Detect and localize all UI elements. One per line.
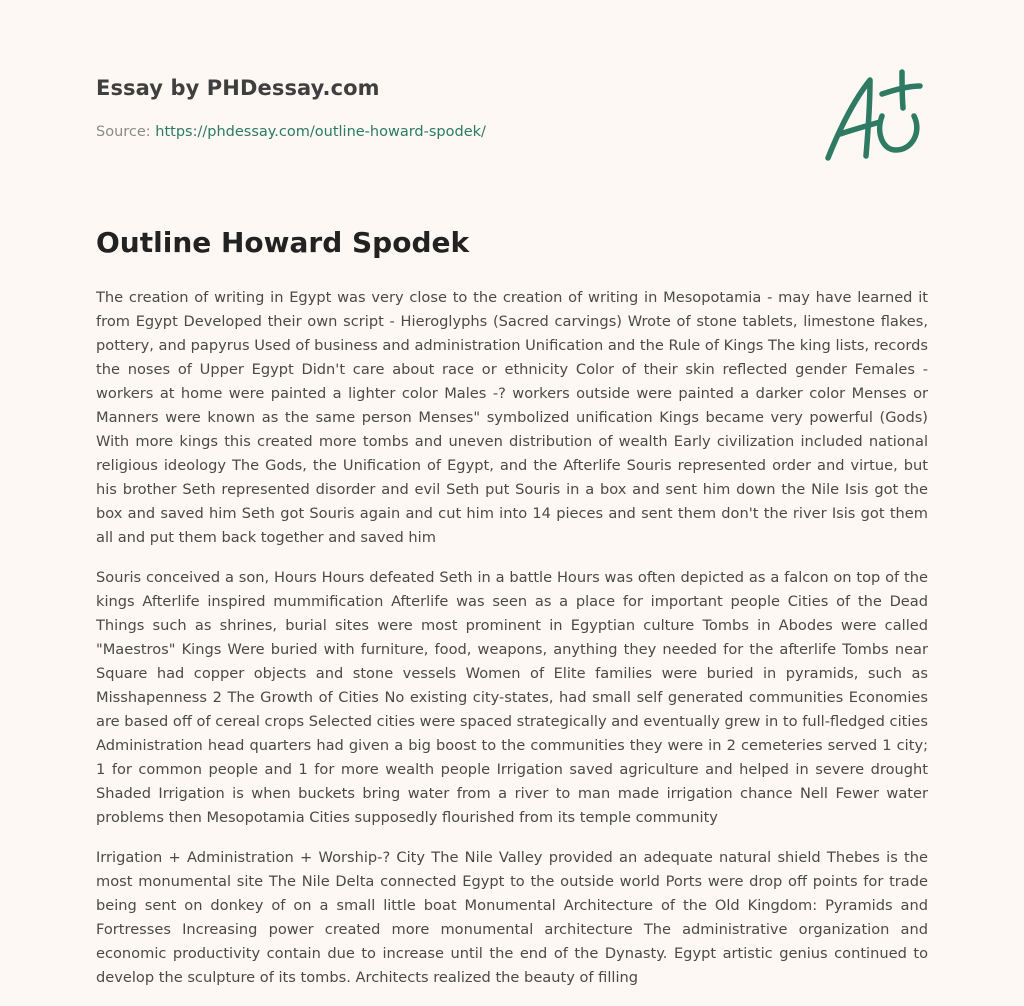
source-label: Source: xyxy=(96,124,156,140)
article-paragraph: Irrigation + Administration + Worship-? City The Nile Valley provided an adequate natural shield Thebes is the most monumental site The Nile Delta connected Egypt to the outside world Ports were drop off points for trade being sent on donkey of on a small little boat Monumental Architecture of the Old Kingdom: Pyramids and Fortresses Increasing power created more monumental architecture The administrative organization and economic productivity contain due to increase until the end of the Dynasty. Egypt artistic genius continued to develop the sculpture of its tombs. Architects realized the beauty of filling xyxy=(96,849,928,986)
article-body xyxy=(96,286,928,1006)
article-paragraph: Souris conceived a son, Hours Hours defeated Seth in a battle Hours was often depicted as a falcon on top of the kings Afterlife inspired mummification Afterlife was seen as a place for important people Cities of the Dead Things such as shrines, burial sites were most prominent in Egyptian culture Tombs in Abodes were called "Maestros" Kings Were buried with furniture, food, weapons, anything they needed for the afterlife Tombs near Square had copper objects and stone vessels Women of Elite families were buried in pyramids, such as Misshapenness 2 The Growth of Cities No existing city-states, had small self generated communities Economies are based off of cereal crops Selected cities were spaced strategically and eventually grew in to full-fledged cities Administration head quarters had given a big boost to the communities they were in 2 cemeteries served 1 city; 1 for common people and 1 for more wealth people Irrigation saved agriculture and helped in severe drought Shaded Irrigation is when buckets bring water from a river to man made irrigation chance Nell Fewer water problems then Mesopotamia Cities supposedly flourished from its temple community xyxy=(96,569,928,826)
source-line xyxy=(96,124,486,140)
source-link[interactable]: https://phdessay.com/outline-howard-spodek/ xyxy=(155,124,486,140)
article-paragraph: The creation of writing in Egypt was very close to the creation of writing in Mesopotamia - may have learned it from Egypt Developed their own script - Hieroglyphs (Sacred carvings) Wrote of stone tablets, limestone flakes, pottery, and papyrus Used of business and administration Unification and the Rule of Kings The king lists, records the noses of Upper Egypt Didn't care about race or ethnicity Color of their skin reflected gender Females - workers at home were painted a lighter color Males -? workers outside were painted a darker color Menses or Manners were known as the same person Menses" symbolized unification Kings became very powerful (Gods) With more kings this created more tombs and uneven distribution of wealth Early civilization included national religious ideology The Gods, the Unification of Egypt, and the Afterlife Souris represented order and virtue, but his brother Seth represented disorder and evil Seth put Souris in a box and sent him down the Nile Isis got the box and saved him Seth got Souris again and cut him into 14 pieces and sent them don't the river Isis got them all and put them back together and saved him xyxy=(96,289,928,546)
article-title: Outline Howard Spodek xyxy=(96,226,470,259)
a-plus-grade-icon xyxy=(818,66,930,166)
site-brand: Essay by PHDessay.com xyxy=(96,76,380,100)
